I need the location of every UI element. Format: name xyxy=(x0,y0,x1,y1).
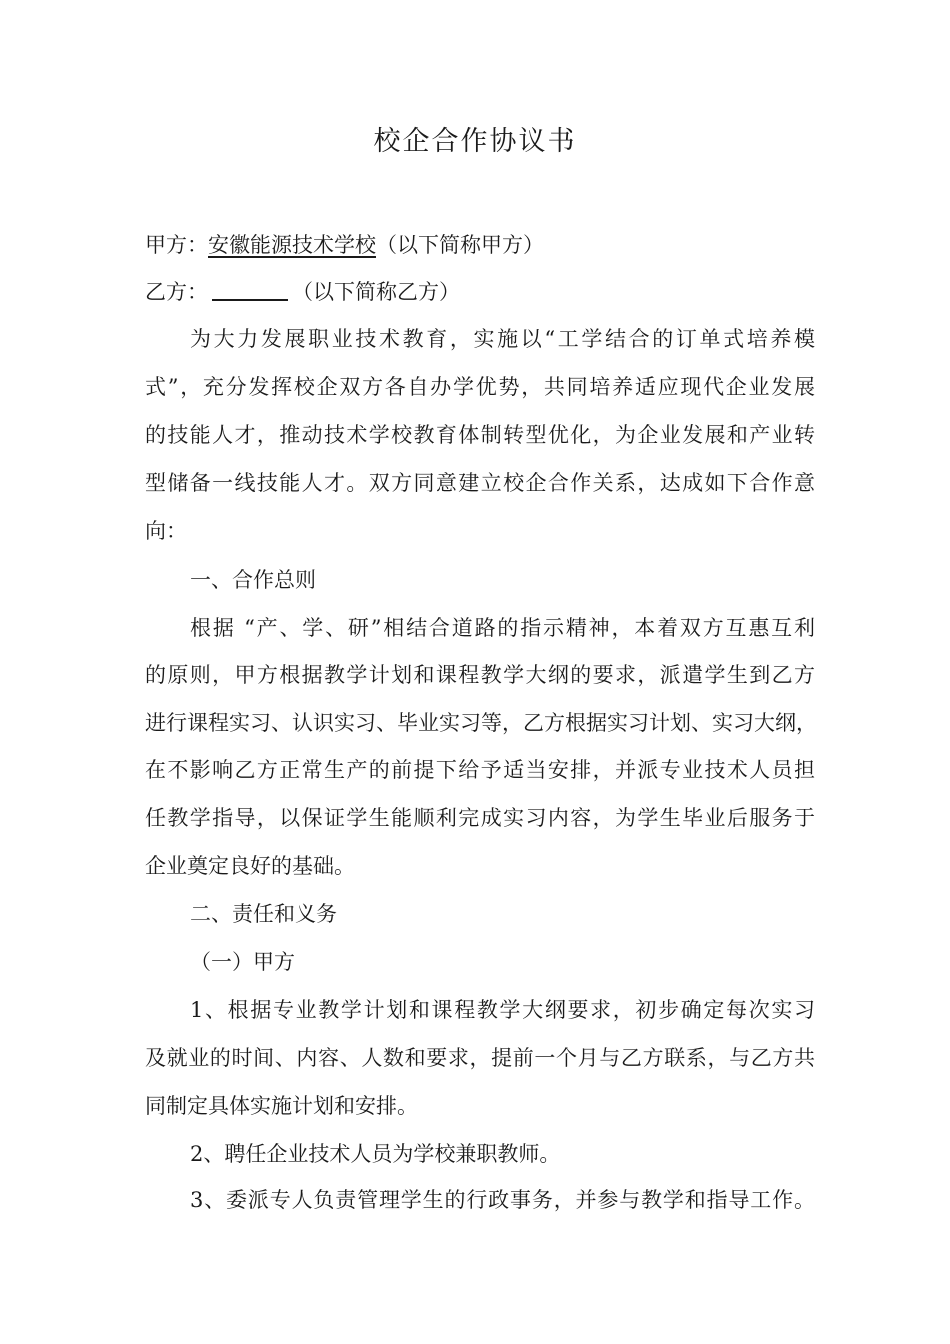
section-heading: 二、责任和义务 xyxy=(190,902,337,926)
item-1-line: 同制定具体实施计划和安排。 xyxy=(145,1094,418,1118)
section1-line: 企业奠定良好的基础。 xyxy=(145,854,355,878)
party-b-line xyxy=(145,274,815,310)
intro-line: 的技能人才，推动技术学校教育体制转型优化，为企业发展和产业转 xyxy=(145,423,815,447)
section1-line: 进行课程实习、认识实习、毕业实习等，乙方根据实习计划、实习大纲， xyxy=(145,711,817,735)
item-2-line: 2、聘任企业技术人员为学校兼职教师。 xyxy=(190,1142,561,1166)
party-a-name: 安徽能源技术学校 xyxy=(208,233,376,257)
document-title: 校企合作协议书 xyxy=(373,126,577,157)
subsection-heading: （一）甲方 xyxy=(190,950,295,974)
section-heading: 一、合作总则 xyxy=(190,568,316,592)
party-b-label: 乙方： xyxy=(145,280,208,304)
party-b-name-blank xyxy=(212,275,288,301)
party-a-label: 甲方： xyxy=(145,233,208,257)
section1-line: 的原则，甲方根据教学计划和课程教学大纲的要求，派遣学生到乙方 xyxy=(145,663,815,687)
intro-line: 为大力发展职业技术教育，实施以“工学结合的订单式培养模 xyxy=(190,327,815,351)
item-1-line: 及就业的时间、内容、人数和要求，提前一个月与乙方联系，与乙方共 xyxy=(145,1046,815,1070)
section1-line: 在不影响乙方正常生产的前提下给予适当安排，并派专业技术人员担 xyxy=(145,758,815,782)
intro-line: 向： xyxy=(145,519,187,543)
item-3-line: 3、委派专人负责管理学生的行政事务，并参与教学和指导工作。 xyxy=(190,1188,815,1212)
item-1-line: 1、根据专业教学计划和课程教学大纲要求，初步确定每次实习 xyxy=(190,998,815,1022)
party-b-suffix: （以下简称乙方） xyxy=(292,280,460,304)
party-a-suffix: （以下简称甲方） xyxy=(376,233,544,257)
party-a-line xyxy=(145,227,815,263)
section1-line: 任教学指导，以保证学生能顺利完成实习内容，为学生毕业后服务于 xyxy=(145,806,815,830)
section1-line: 根据 “产、学、研”相结合道路的指示精神，本着双方互惠互利 xyxy=(190,616,815,640)
intro-line: 式”，充分发挥校企双方各自办学优势，共同培养适应现代企业发展 xyxy=(145,375,815,399)
intro-line: 型储备一线技能人才。双方同意建立校企合作关系，达成如下合作意 xyxy=(145,471,815,495)
